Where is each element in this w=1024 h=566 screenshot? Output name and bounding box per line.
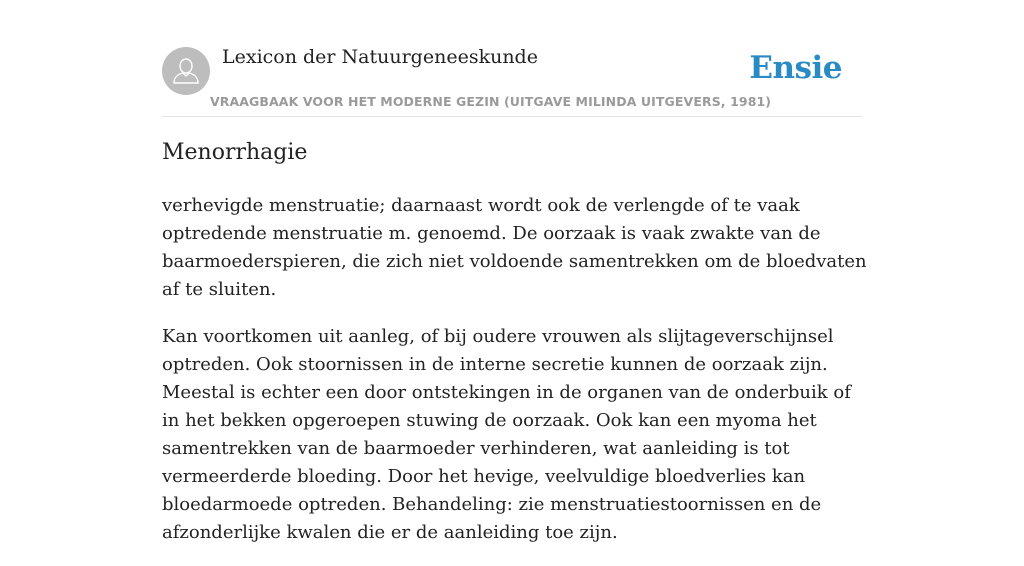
- entry-body: [162, 192, 868, 566]
- entry-title: Menorrhagie: [162, 140, 308, 165]
- ensie-logo[interactable]: Ensie: [749, 50, 842, 86]
- entry-paragraph: Kan voortkomen uit aanleg, of bij oudere vrouwen als slijtageverschijnsel optreden. Ook stoornissen in de interne secretie kunnen de oorzaak zijn. Meestal is echter een door ontstekingen in de organen van de onderbuik of in het bekken opgeroepen stuwing de oorzaak. Ook kan een myoma het samentrekken van de baarmoeder verhinderen, wat aanleiding is tot vermeerderde bloeding. Door het hevige, veelvuldige bloedverlies kan bloedarmoede optreden. Behandeling: zie menstruatiestoornissen en de afzonderlijke kwalen die er de aanleiding toe zijn.: [162, 326, 851, 543]
- source-header: [162, 42, 862, 117]
- source-subtitle: VRAAGBAAK VOOR HET MODERNE GEZIN (UITGAVE MILINDA UITGEVERS, 1981): [210, 94, 772, 109]
- source-title[interactable]: Lexicon der Natuurgeneeskunde: [222, 46, 538, 68]
- entry-paragraph: verhevigde menstruatie; daarnaast wordt ook de verlengde of te vaak optredende menstruatie m. genoemd. De oorzaak is vaak zwakte van de baarmoederspieren, die zich niet voldoende samentrekken om de bloedvaten af te sluiten.: [162, 195, 867, 300]
- user-silhouette-icon: [162, 47, 210, 95]
- avatar[interactable]: [162, 47, 210, 95]
